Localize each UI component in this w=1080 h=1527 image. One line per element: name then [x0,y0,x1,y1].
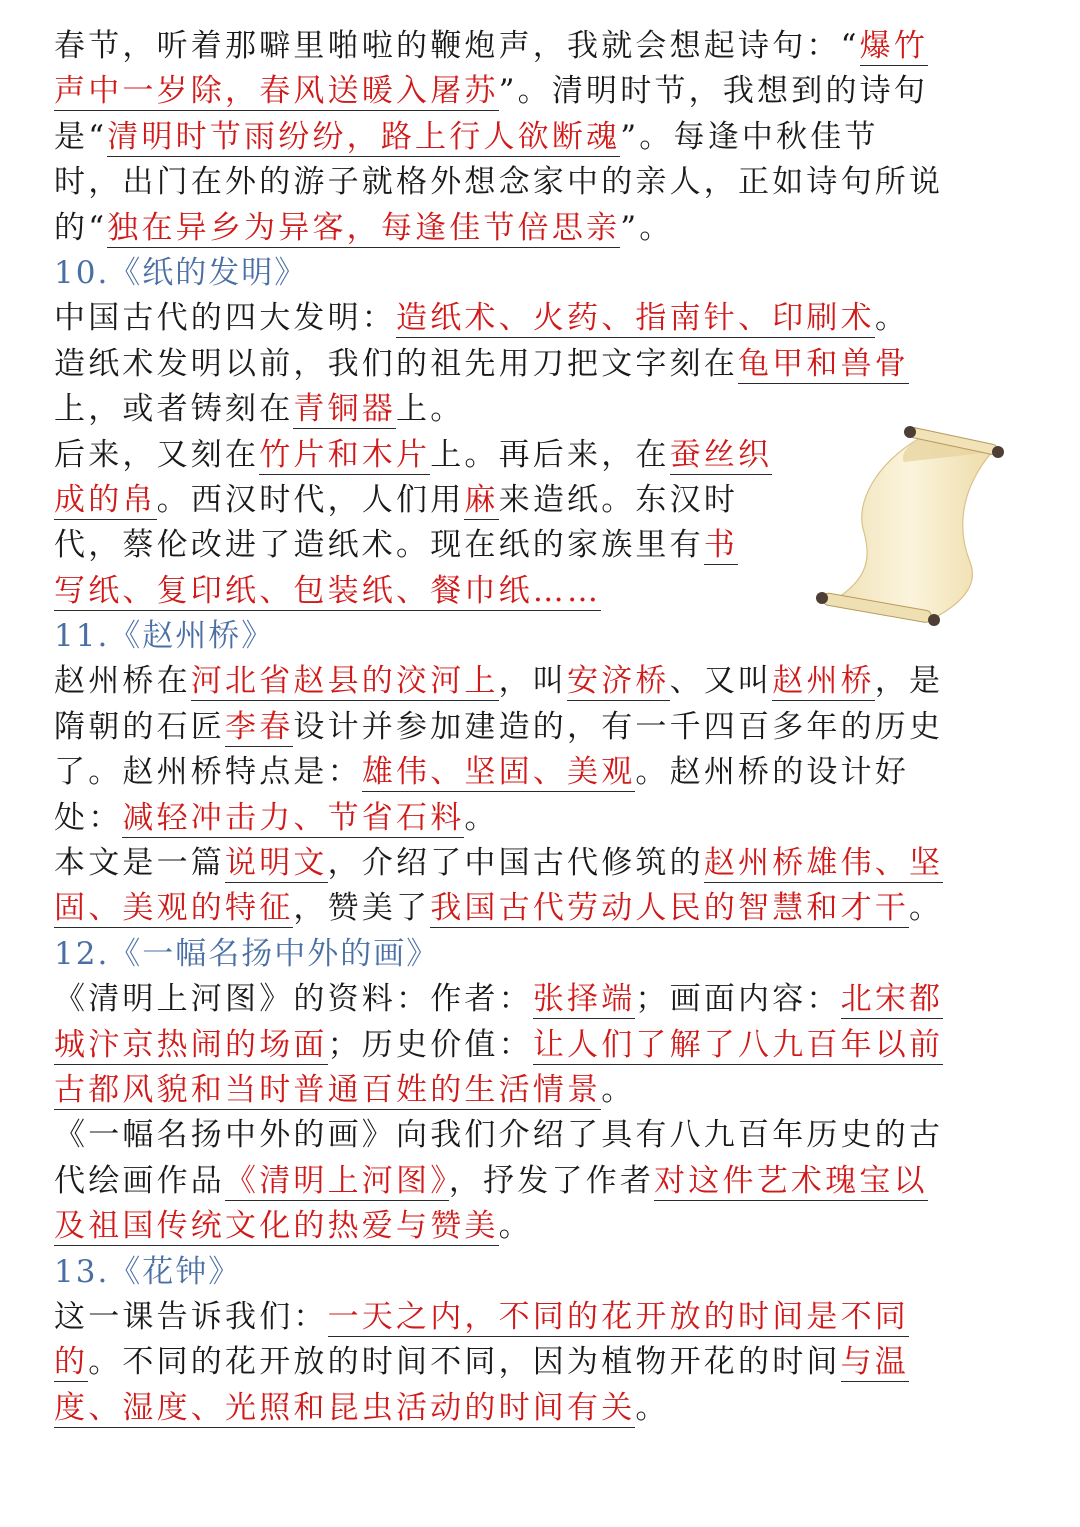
answer-blank: 青铜器 [293,391,397,428]
plain-text: 。 [635,1389,670,1426]
plain-text: 这一课告诉我们： [54,1298,328,1335]
answer-blank: 赵州桥 [772,663,875,700]
answer-blank: 古都风貌和当时普通百姓的生活情景 [54,1071,602,1108]
text-line [54,1250,1004,1295]
plain-text: 。西汉时代，人们用 [156,481,465,518]
plain-text: 隋朝的石匠 [54,708,225,745]
plain-text: ”。每逢中秋佳节 [620,118,879,155]
plain-text: 赵州桥在 [54,663,191,700]
answer-blank: 的 [54,1344,89,1381]
plain-text: 上。再后来，在 [430,436,670,473]
lesson-heading: 11.《赵州桥》 [54,618,275,655]
plain-text: 。 [909,890,944,927]
text-line [54,1159,1004,1204]
text-line [54,886,1004,931]
text-line [54,1204,1004,1249]
text-line [54,523,814,568]
plain-text: 《一幅名扬中外的画》向我们介绍了具有八九百年历史的古 [54,1117,944,1154]
answer-blank: 清明时节雨纷纷，路上行人欲断魂 [107,118,621,155]
plain-text: ，是 [874,663,944,700]
answer-blank: 写纸、复印纸、包装纸、餐巾纸…… [54,572,602,609]
answer-blank: 与温 [840,1344,910,1381]
text-line [54,24,1004,69]
plain-text: 的“ [54,209,108,246]
answer-blank: 雄伟、坚固、美观 [361,754,636,791]
lesson-heading: 10.《纸的发明》 [54,254,308,291]
text-line [54,296,1004,341]
answer-blank: 一天之内，不同的花开放的时间是不同 [327,1298,910,1335]
plain-text: 。不同的花开放的时间不同，因为植物开花的时间 [88,1344,841,1381]
answer-blank: 李春 [225,708,294,745]
text-line [54,1386,1004,1431]
plain-text: ；画面内容： [635,981,841,1018]
plain-text: 上。 [396,391,465,428]
answer-blank: 让人们了解了八九百年以前 [532,1026,944,1063]
plain-text: 处： [54,799,123,836]
plain-text: 中国古代的四大发明： [54,300,396,337]
text-line [54,115,1004,160]
text-line [54,433,814,478]
answer-blank: 对这件艺术瑰宝以 [654,1162,928,1199]
plain-text: 时，出门在外的游子就格外想念家中的亲人，正如诗句所说 [54,164,944,201]
lesson-heading: 13.《花钟》 [54,1253,242,1290]
plain-text: 。 [874,300,910,337]
plain-text: ”。 [620,209,674,246]
plain-text: 代绘画作品 [54,1162,225,1199]
answer-blank: 城汴京热闹的场面 [54,1026,328,1063]
text-line [54,705,1004,750]
text-line [54,796,1004,841]
lesson-heading: 12.《一幅名扬中外的画》 [54,935,440,972]
plain-text: ，抒发了作者 [448,1162,655,1199]
answer-blank: 张择端 [532,981,636,1018]
text-line [54,569,814,614]
plain-text: 了。赵州桥特点是： [54,754,362,791]
text-line [54,1068,1004,1113]
answer-blank: 及祖国传统文化的热爱与赞美 [54,1208,499,1245]
answer-blank: 竹片和木片 [259,436,431,473]
answer-blank: 减轻冲击力、节省石料 [122,799,465,836]
paper-scroll-illustration [808,422,1008,632]
answer-blank: 麻 [464,481,499,518]
text-line [54,1023,1004,1068]
plain-text: 春节，听着那噼里啪啦的鞭炮声，我就会想起诗句：“ [54,28,860,64]
answer-blank: 龟甲和兽骨 [738,345,909,382]
plain-text: 《清明上河图》的资料：作者： [54,981,533,1018]
answer-blank: 安济桥 [567,663,670,700]
answer-blank: 造纸术、火药、指南针、印刷术 [396,300,875,337]
plain-text: 来造纸。东汉时 [498,481,739,518]
answer-blank: 成的帛 [54,481,157,518]
answer-blank: 《清明上河图》 [225,1162,449,1199]
text-line [54,342,1004,387]
answer-blank: 爆竹 [859,28,929,64]
answer-blank: 书 [703,527,739,564]
study-notes-page [54,24,1004,1431]
plain-text: 本文是一篇 [54,845,225,882]
answer-blank: 度、湿度、光照和昆虫活动的时间有关 [54,1389,636,1426]
text-line [54,478,814,523]
answer-blank: 固、美观的特征 [54,890,294,927]
answer-blank: 北宋都 [840,981,944,1018]
plain-text: 后来，又刻在 [54,436,260,473]
text-line [54,932,1004,977]
answer-blank: 独在异乡为异客，每逢佳节倍思亲 [107,209,621,246]
text-line [54,1113,1004,1158]
plain-text: ；历史价值： [327,1026,533,1063]
text-line [54,206,1004,251]
plain-text: 设计并参加建造的，有一千四百多年的历史 [293,708,944,745]
text-line [54,160,1004,205]
plain-text: 。 [601,1071,636,1108]
plain-text: ，赞美了 [293,890,431,927]
plain-text: 是“ [54,118,108,155]
answer-blank: 说明文 [225,845,328,882]
answer-blank: 蚕丝织 [669,436,773,473]
plain-text: 。 [464,799,499,836]
plain-text: 代，蔡伦改进了造纸术。现在纸的家族里有 [54,527,704,564]
text-line [54,750,1004,795]
text-line [54,977,1004,1022]
plain-text: 上，或者铸刻在 [54,391,294,428]
plain-text: 。 [498,1208,533,1245]
plain-text: ，叫 [498,663,568,700]
answer-blank: 赵州桥雄伟、坚 [703,845,944,882]
plain-text: 、又叫 [669,663,773,700]
plain-text: 。赵州桥的设计好 [635,754,910,791]
text-line [54,1295,1004,1340]
text-line [54,251,1004,296]
answer-blank: 我国古代劳动人民的智慧和才干 [430,890,910,927]
plain-text: 造纸术发明以前，我们的祖先用刀把文字刻在 [54,345,738,382]
plain-text: ，介绍了中国古代修筑的 [327,845,704,882]
text-line [54,1340,1004,1385]
text-line [54,841,1004,886]
answer-blank: 河北省赵县的洨河上 [190,663,499,700]
text-line [54,659,1004,704]
plain-text: ”。清明时节，我想到的诗句 [498,73,929,110]
answer-blank: 声中一岁除，春风送暖入屠苏 [54,73,499,110]
text-line [54,69,1004,114]
